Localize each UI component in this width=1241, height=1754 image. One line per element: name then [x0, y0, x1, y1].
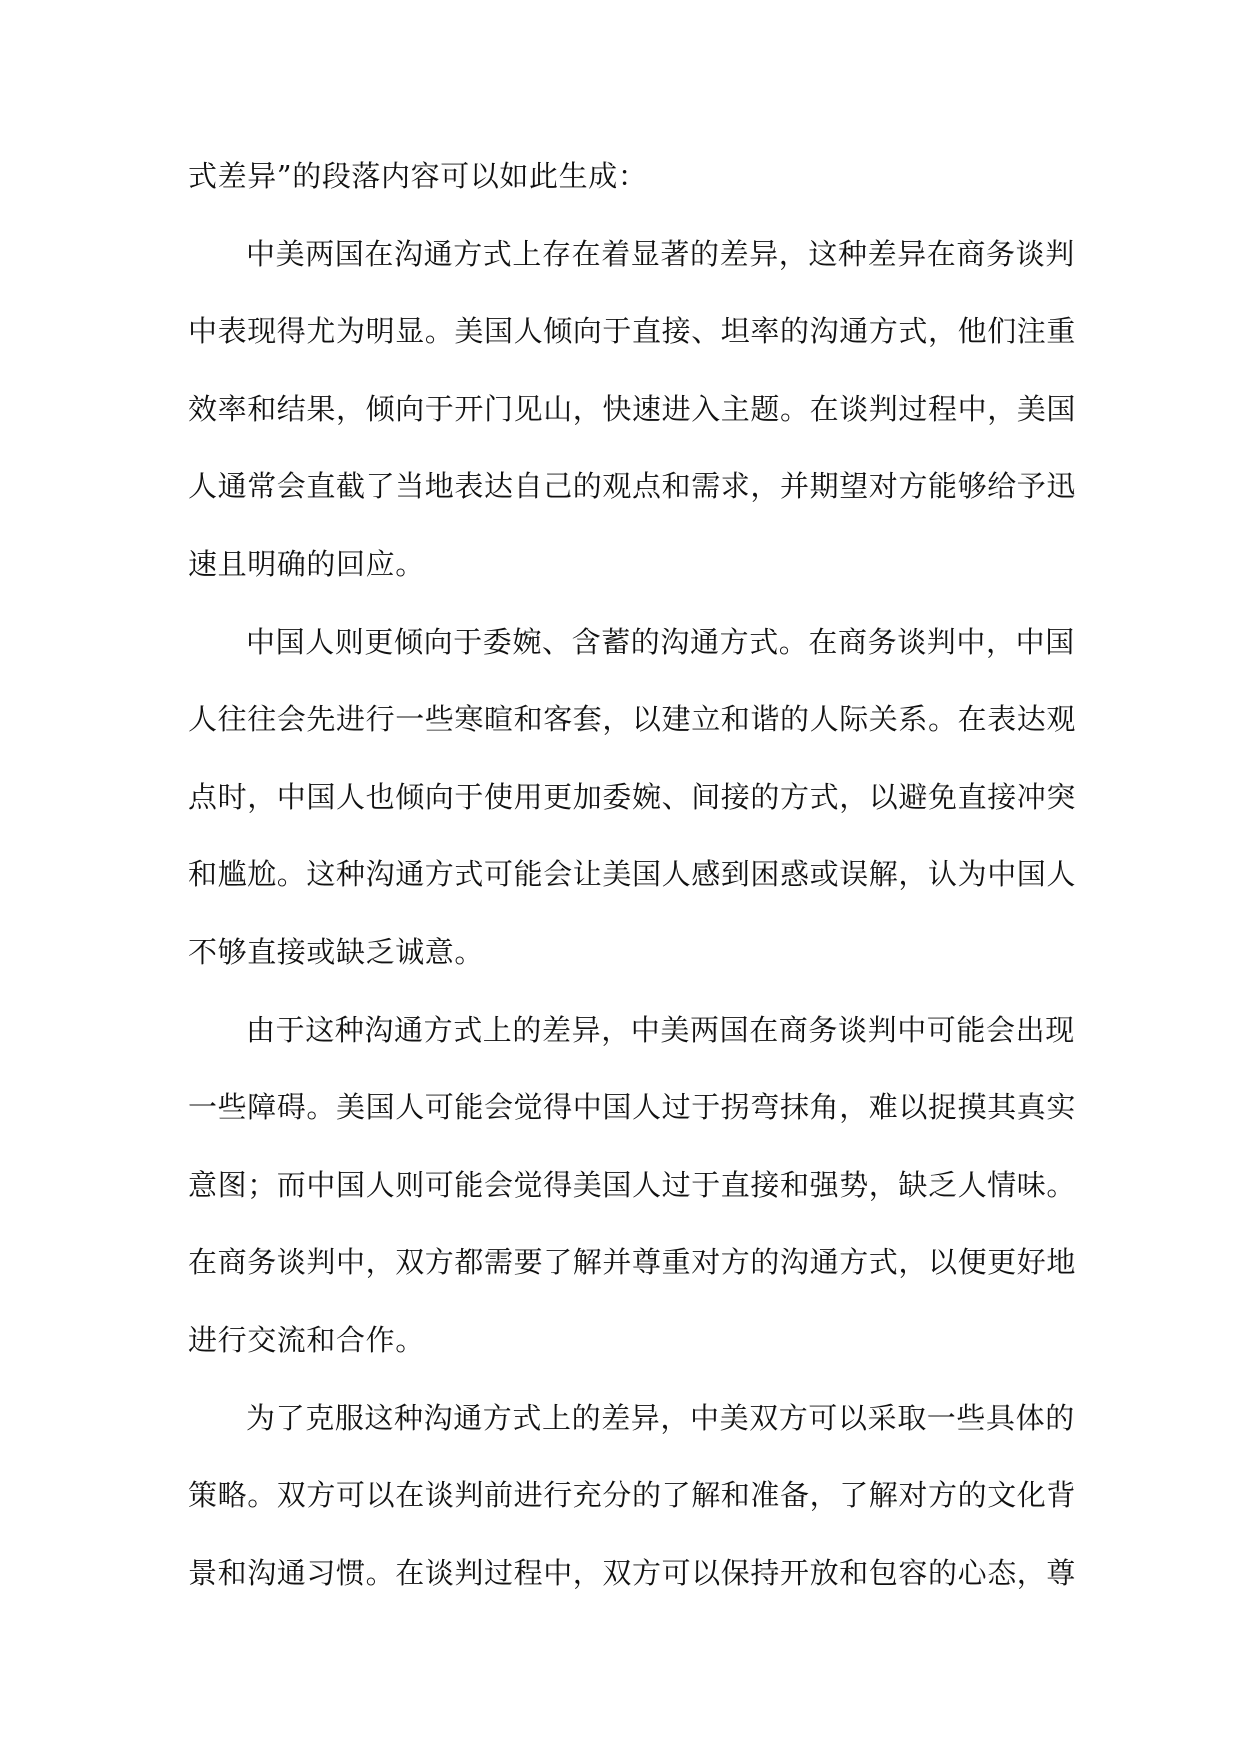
text-line: 不够直接或缺乏诚意。: [188, 934, 485, 969]
text-line: 人往往会先进行一些寒暄和客套，以建立和谐的人际关系。在表达观: [188, 702, 1077, 737]
text-line: 中国人则更倾向于委婉、含蓄的沟通方式。在商务谈判中，中国: [246, 624, 1075, 659]
body-text: [188, 138, 1077, 1612]
text-line: 景和沟通习惯。在谈判过程中，双方可以保持开放和包容的心态，尊: [188, 1555, 1077, 1590]
text-line: 人通常会直截了当地表达自己的观点和需求，并期望对方能够给予迅: [188, 469, 1077, 504]
text-line: 为了克服这种沟通方式上的差异，中美双方可以采取一些具体的: [246, 1400, 1075, 1435]
text-line: 在商务谈判中，双方都需要了解并尊重对方的沟通方式，以便更好地: [188, 1245, 1077, 1280]
text-line: 中美两国在沟通方式上存在着显著的差异，这种差异在商务谈判: [246, 236, 1075, 271]
text-line: 和尴尬。这种沟通方式可能会让美国人感到困惑或误解，认为中国人: [188, 857, 1077, 892]
text-line: 中表现得尤为明显。美国人倾向于直接、坦率的沟通方式，他们注重: [188, 314, 1077, 349]
text-line: 由于这种沟通方式上的差异，中美两国在商务谈判中可能会出现: [246, 1012, 1075, 1047]
text-line: 策略。双方可以在谈判前进行充分的了解和准备，了解对方的文化背: [188, 1478, 1077, 1513]
text-line: 点时，中国人也倾向于使用更加委婉、间接的方式，以避免直接冲突: [188, 779, 1077, 814]
text-line: 意图；而中国人则可能会觉得美国人过于直接和强势，缺乏人情味。: [188, 1167, 1077, 1202]
text-line: 式差异”的段落内容可以如此生成：: [188, 159, 648, 193]
text-line: 速且明确的回应。: [188, 546, 425, 581]
text-line: 效率和结果，倾向于开门见山，快速进入主题。在谈判过程中，美国: [188, 391, 1077, 426]
text-line: 一些障碍。美国人可能会觉得中国人过于拐弯抹角，难以捉摸其真实: [188, 1090, 1077, 1125]
text-line: 进行交流和合作。: [188, 1322, 425, 1357]
